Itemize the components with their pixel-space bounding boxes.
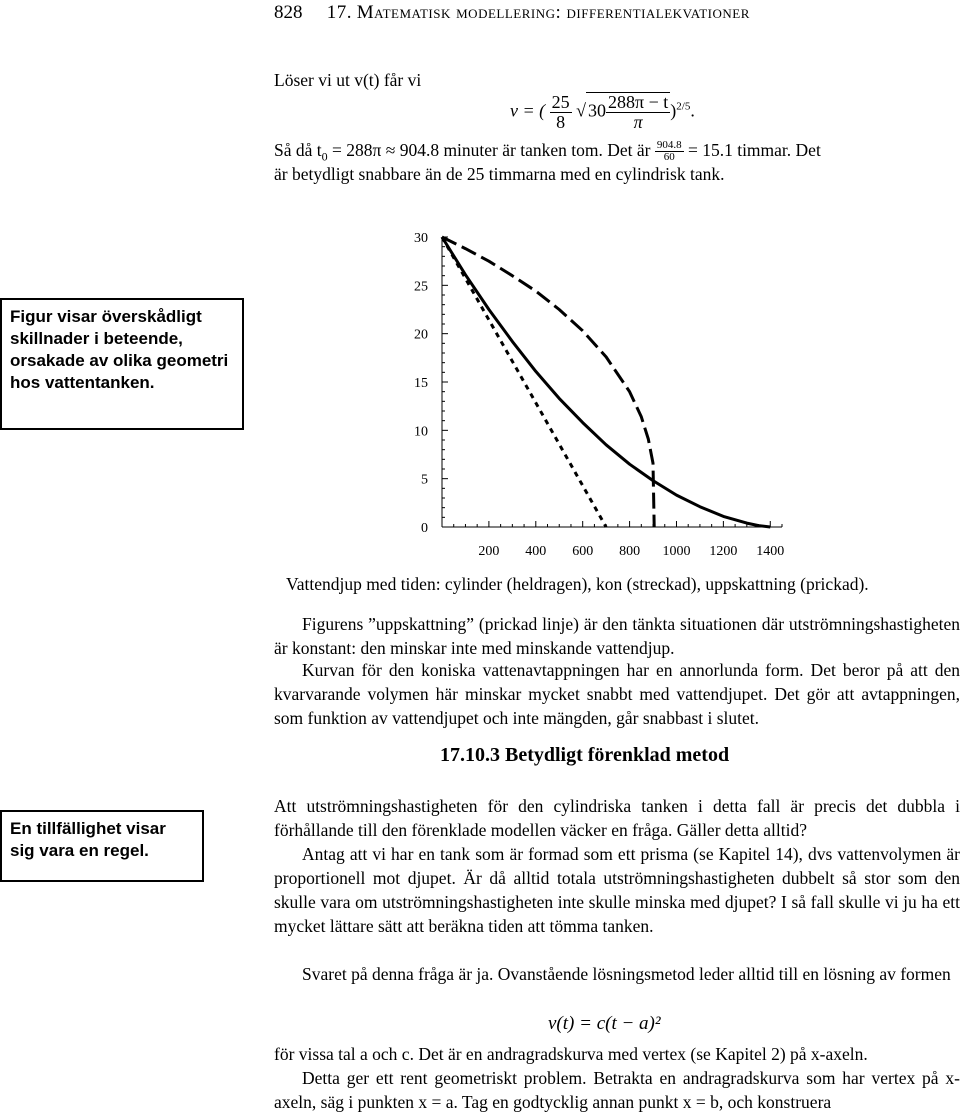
margin-note-2-text: En tillfällighet visar sig vara en regel.: [10, 819, 166, 860]
x-tick-label: 600: [572, 544, 594, 559]
paragraph-1: [274, 612, 960, 660]
series-uppskattning: [442, 237, 606, 527]
formula-vt-text: v(t) = c(t − a)²: [548, 1013, 661, 1034]
paragraph-5-text: Svaret på denna fråga är ja. Ovanstående lösningsmetod leder alltid till en lösning av formen: [302, 964, 951, 984]
sqrt-sign: √: [576, 100, 587, 121]
paragraph-3: [274, 794, 960, 842]
y-tick-label: 5: [421, 472, 428, 488]
paragraph-2-text: Kurvan för den koniska vattenavtappningen har en annorlunda form. Det beror på att den kvarvarande volymen här minskar mycket snabbt med vattendjupet. Det gör att avtappningen, som funktion av vattendjupet och inte mängden, går snabbast i slutet.: [274, 660, 960, 728]
page-number: 828: [274, 2, 303, 23]
x-tick-label: 200: [478, 544, 500, 559]
chapter-number: 17.: [326, 2, 352, 23]
formula-sqrt-value: 30: [588, 100, 607, 121]
paragraph-1-text: Figurens ”uppskattning” (prickad linje) är den tänkta situationen där utströmningshastigheten är konstant: den minskar inte med minskande vattendjup.: [274, 614, 960, 658]
y-tick-label: 25: [414, 279, 428, 295]
paragraph-4-text: Antag att vi har en tank som är formad som ett prisma (se Kapitel 14), dvs vattenvolymen är proportionell mot djupet. Är då alltid totala utströmningshastigheten dubbelt så stor som den skulle vara om utströmningshastigheten inte skulle minska med djupet? I så fall skulle vi ju ha ett mycket lättare sätt att beräkna tiden att tömma tanken.: [274, 844, 960, 936]
margin-note-1: [0, 298, 244, 430]
formula-inner-frac: [606, 93, 670, 132]
intro-line: [274, 68, 960, 92]
chapter-title: Matematisk modellering: differentialekvationer: [356, 2, 750, 23]
paragraph-7-text: Detta ger ett rent geometriskt problem. Betrakta en andragradskurva som har vertex på x-axeln, säg i punkten x = a. Tag en godtycklig annan punkt x = b, och konstruera: [274, 1068, 960, 1112]
formula-vt: [548, 1012, 661, 1036]
formula-v: v = ( $\frac{25}{8}$ √ 30 $\frac{288\pi - t}{\pi}$ )$^{2/5}$.: [510, 92, 695, 132]
intro-line3-text: är betydligt snabbare än de 25 timmarna med en cylindrisk tank.: [274, 164, 725, 184]
depth-chart: [400, 225, 800, 565]
y-tick-label: 15: [414, 376, 428, 391]
y-tick-label: 0: [421, 521, 428, 536]
y-tick-label: 30: [414, 231, 428, 246]
margin-note-2: [0, 810, 204, 882]
so-text-2: = 288π ≈ 904.8 minuter är tanken tom. Det är: [327, 140, 655, 160]
formula-lhs: v = (: [510, 100, 546, 121]
formula-frac-num: 25: [551, 92, 570, 112]
formula-inner-num: 288π − t: [608, 92, 669, 112]
series-kon: [442, 237, 654, 527]
formula-frac: [550, 93, 572, 132]
figure-caption-text: Vattendjup med tiden: cylinder (heldragen), kon (streckad), uppskattning (prickad).: [286, 574, 869, 594]
margin-note-1-text: Figur visar överskådligt skillnader i beteende, orsakade av olika geometri hos vattentanken.: [10, 307, 229, 392]
formula-frac-den: 8: [556, 111, 566, 132]
x-tick-label: 1000: [662, 544, 691, 559]
section-title-text: 17.10.3 Betydligt förenklad metod: [440, 744, 730, 766]
page-header: [274, 2, 750, 24]
so-sub: 0: [321, 149, 328, 164]
y-tick-label: 10: [414, 424, 428, 440]
section-title: [440, 744, 729, 767]
paragraph-6-text: för vissa tal a och c. Det är en andragradskurva med vertex (se Kapitel 2) på x-axeln.: [274, 1044, 868, 1064]
so-frac-den: 60: [663, 151, 675, 164]
x-tick-label: 400: [525, 544, 547, 559]
chart-series: [442, 237, 770, 527]
so-frac-num: 904.8: [656, 138, 682, 151]
formula-sqrt: [586, 92, 670, 132]
chart-axes: [442, 237, 782, 527]
paragraph-3-text: Att utströmningshastigheten för den cylindriska tanken i detta fall är precis det dubbla i förhållande till den förenklade modellen väcker en fråga. Gäller detta alltid?: [274, 796, 960, 840]
formula-inner-den: π: [633, 111, 643, 132]
figure-caption: [286, 572, 960, 596]
y-tick-label: 20: [414, 327, 428, 343]
so-text-3: = 15.1 timmar. Det: [683, 140, 821, 160]
x-tick-label: 1200: [709, 544, 738, 559]
x-tick-label: 800: [619, 544, 641, 559]
paragraph-5: [274, 962, 960, 986]
so-frac: [655, 140, 684, 164]
formula-exponent: 2/5: [676, 100, 691, 113]
x-tick-label: 1400: [756, 544, 785, 559]
paragraph-4: [274, 842, 960, 938]
series-cylinder: [442, 237, 770, 527]
paragraph-6: [274, 1042, 960, 1066]
so-text-1: Så då t: [274, 140, 322, 160]
paragraph-2: [274, 658, 960, 730]
intro-line3: [274, 162, 960, 186]
intro-text: Löser vi ut v(t) får vi: [274, 70, 422, 90]
paragraph-7: [274, 1066, 960, 1114]
